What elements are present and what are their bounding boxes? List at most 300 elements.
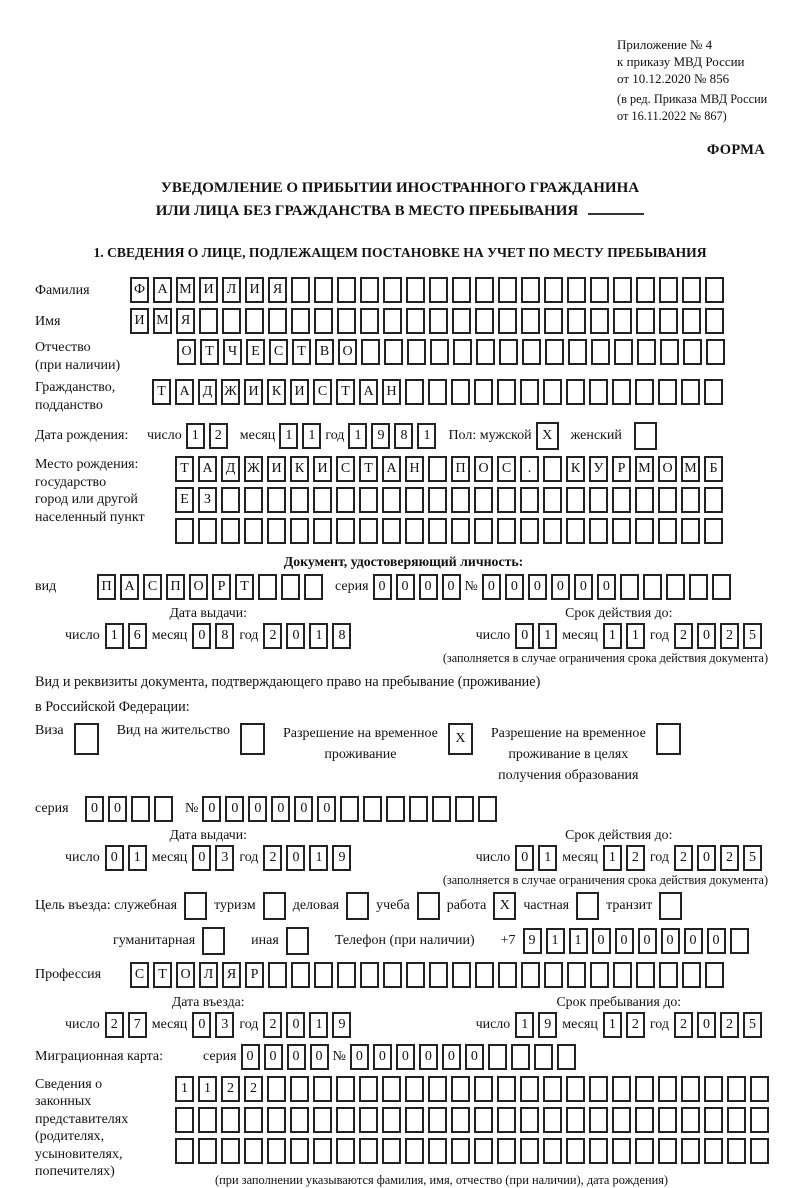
char-cell[interactable] [590, 962, 609, 988]
char-cell[interactable] [429, 277, 448, 303]
char-cell[interactable] [727, 1138, 746, 1164]
char-cell[interactable]: 0 [707, 928, 726, 954]
char-cell[interactable]: 5 [743, 845, 762, 871]
char-cell[interactable] [704, 1076, 723, 1102]
char-cell[interactable] [337, 308, 356, 334]
char-cell[interactable] [198, 518, 217, 544]
char-cell[interactable] [453, 339, 472, 365]
char-cell[interactable] [244, 487, 263, 513]
char-cell[interactable]: 1 [198, 1076, 217, 1102]
char-cell[interactable]: И [199, 277, 218, 303]
char-cell[interactable]: И [313, 456, 332, 482]
char-cell[interactable] [520, 487, 539, 513]
char-cell[interactable]: 0 [241, 1044, 260, 1070]
char-cell[interactable]: 0 [396, 574, 415, 600]
char-cell[interactable]: 2 [244, 1076, 263, 1102]
char-cell[interactable]: 9 [523, 928, 542, 954]
char-cell[interactable] [382, 487, 401, 513]
char-cell[interactable]: 0 [515, 623, 534, 649]
char-cell[interactable] [474, 1107, 493, 1133]
char-cell[interactable] [382, 1107, 401, 1133]
char-cell[interactable]: 0 [310, 1044, 329, 1070]
char-cell[interactable]: С [130, 962, 149, 988]
char-cell[interactable] [405, 1107, 424, 1133]
char-cell[interactable] [340, 796, 359, 822]
char-cell[interactable] [635, 1138, 654, 1164]
char-cell[interactable] [476, 339, 495, 365]
char-cell[interactable] [544, 277, 563, 303]
char-cell[interactable]: К [566, 456, 585, 482]
char-cell[interactable] [498, 277, 517, 303]
char-cell[interactable]: 1 [348, 423, 367, 449]
char-cell[interactable] [383, 308, 402, 334]
char-cell[interactable]: А [198, 456, 217, 482]
char-cell[interactable]: М [635, 456, 654, 482]
char-cell[interactable] [567, 277, 586, 303]
char-cell[interactable] [360, 962, 379, 988]
char-cell[interactable] [750, 1076, 769, 1102]
char-cell[interactable] [337, 277, 356, 303]
char-cell[interactable] [666, 574, 685, 600]
char-cell[interactable]: 0 [286, 1012, 305, 1038]
char-cell[interactable] [658, 379, 677, 405]
char-cell[interactable]: 7 [128, 1012, 147, 1038]
char-cell[interactable]: Б [704, 456, 723, 482]
char-cell[interactable] [428, 1107, 447, 1133]
char-cell[interactable]: 0 [697, 1012, 716, 1038]
char-cell[interactable] [221, 1138, 240, 1164]
char-cell[interactable]: О [176, 962, 195, 988]
char-cell[interactable] [635, 518, 654, 544]
char-cell[interactable] [589, 379, 608, 405]
char-cell[interactable] [521, 308, 540, 334]
char-cell[interactable]: К [267, 379, 286, 405]
char-cell[interactable] [613, 962, 632, 988]
char-cell[interactable] [221, 487, 240, 513]
char-cell[interactable]: 1 [515, 1012, 534, 1038]
char-cell[interactable]: 1 [538, 623, 557, 649]
char-cell[interactable] [405, 487, 424, 513]
char-cell[interactable] [405, 518, 424, 544]
char-cell[interactable]: 1 [302, 423, 321, 449]
char-cell[interactable] [658, 487, 677, 513]
char-cell[interactable] [245, 308, 264, 334]
char-cell[interactable] [430, 339, 449, 365]
char-cell[interactable]: 2 [209, 423, 228, 449]
char-cell[interactable] [730, 928, 749, 954]
char-cell[interactable] [336, 1076, 355, 1102]
char-cell[interactable]: О [658, 456, 677, 482]
char-cell[interactable] [589, 1107, 608, 1133]
char-cell[interactable] [521, 277, 540, 303]
char-cell[interactable]: 1 [626, 623, 645, 649]
char-cell[interactable] [499, 339, 518, 365]
char-cell[interactable] [682, 308, 701, 334]
char-cell[interactable]: 2 [221, 1076, 240, 1102]
char-cell[interactable]: С [313, 379, 332, 405]
char-cell[interactable] [566, 518, 585, 544]
char-cell[interactable] [497, 1138, 516, 1164]
char-cell[interactable] [304, 574, 323, 600]
char-cell[interactable] [154, 796, 173, 822]
char-cell[interactable]: X [536, 422, 559, 450]
char-cell[interactable] [520, 379, 539, 405]
char-cell[interactable]: П [166, 574, 185, 600]
char-cell[interactable]: О [474, 456, 493, 482]
char-cell[interactable] [313, 1138, 332, 1164]
char-cell[interactable] [636, 308, 655, 334]
char-cell[interactable] [290, 1138, 309, 1164]
char-cell[interactable] [659, 308, 678, 334]
char-cell[interactable]: 0 [482, 574, 501, 600]
char-cell[interactable] [175, 518, 194, 544]
char-cell[interactable] [263, 892, 286, 920]
char-cell[interactable] [635, 1107, 654, 1133]
char-cell[interactable]: 0 [442, 1044, 461, 1070]
char-cell[interactable] [405, 1138, 424, 1164]
char-cell[interactable] [589, 1138, 608, 1164]
char-cell[interactable] [313, 1076, 332, 1102]
char-cell[interactable] [612, 518, 631, 544]
char-cell[interactable] [520, 1107, 539, 1133]
char-cell[interactable] [386, 796, 405, 822]
char-cell[interactable]: З [198, 487, 217, 513]
char-cell[interactable] [382, 1076, 401, 1102]
char-cell[interactable] [727, 1107, 746, 1133]
char-cell[interactable] [545, 339, 564, 365]
char-cell[interactable] [681, 379, 700, 405]
char-cell[interactable]: Я [268, 277, 287, 303]
char-cell[interactable] [567, 962, 586, 988]
char-cell[interactable] [267, 487, 286, 513]
char-cell[interactable] [543, 518, 562, 544]
char-cell[interactable] [175, 1138, 194, 1164]
char-cell[interactable]: С [336, 456, 355, 482]
char-cell[interactable] [451, 518, 470, 544]
char-cell[interactable] [428, 518, 447, 544]
char-cell[interactable]: Д [221, 456, 240, 482]
char-cell[interactable]: Р [212, 574, 231, 600]
char-cell[interactable]: 3 [215, 845, 234, 871]
char-cell[interactable]: 0 [661, 928, 680, 954]
char-cell[interactable] [474, 487, 493, 513]
char-cell[interactable]: Н [382, 379, 401, 405]
char-cell[interactable] [314, 962, 333, 988]
char-cell[interactable]: 9 [332, 1012, 351, 1038]
char-cell[interactable] [359, 487, 378, 513]
char-cell[interactable] [543, 1138, 562, 1164]
char-cell[interactable]: 2 [720, 845, 739, 871]
char-cell[interactable]: 2 [626, 1012, 645, 1038]
char-cell[interactable] [198, 1107, 217, 1133]
char-cell[interactable]: 0 [528, 574, 547, 600]
char-cell[interactable] [637, 339, 656, 365]
char-cell[interactable] [474, 379, 493, 405]
char-cell[interactable] [635, 1076, 654, 1102]
char-cell[interactable] [475, 277, 494, 303]
char-cell[interactable] [452, 962, 471, 988]
char-cell[interactable] [359, 1107, 378, 1133]
char-cell[interactable] [567, 308, 586, 334]
char-cell[interactable]: С [143, 574, 162, 600]
char-cell[interactable]: 2 [674, 1012, 693, 1038]
char-cell[interactable]: 2 [720, 1012, 739, 1038]
char-cell[interactable] [428, 456, 447, 482]
char-cell[interactable]: 0 [684, 928, 703, 954]
char-cell[interactable] [244, 518, 263, 544]
char-cell[interactable]: 2 [263, 1012, 282, 1038]
char-cell[interactable] [406, 277, 425, 303]
char-cell[interactable] [704, 1107, 723, 1133]
char-cell[interactable] [681, 1138, 700, 1164]
char-cell[interactable] [682, 277, 701, 303]
char-cell[interactable] [635, 379, 654, 405]
char-cell[interactable] [620, 574, 639, 600]
char-cell[interactable] [612, 1076, 631, 1102]
char-cell[interactable] [497, 379, 516, 405]
char-cell[interactable] [451, 1138, 470, 1164]
char-cell[interactable] [313, 1107, 332, 1133]
char-cell[interactable] [566, 1138, 585, 1164]
char-cell[interactable]: 0 [551, 574, 570, 600]
char-cell[interactable] [613, 277, 632, 303]
char-cell[interactable] [568, 339, 587, 365]
char-cell[interactable]: 0 [505, 574, 524, 600]
char-cell[interactable] [681, 487, 700, 513]
char-cell[interactable] [198, 1138, 217, 1164]
char-cell[interactable] [557, 1044, 576, 1070]
char-cell[interactable] [612, 1138, 631, 1164]
char-cell[interactable]: 0 [419, 574, 438, 600]
char-cell[interactable]: 0 [225, 796, 244, 822]
char-cell[interactable]: 2 [626, 845, 645, 871]
char-cell[interactable] [474, 1138, 493, 1164]
char-cell[interactable] [658, 518, 677, 544]
char-cell[interactable] [451, 1076, 470, 1102]
char-cell[interactable]: 8 [332, 623, 351, 649]
char-cell[interactable] [202, 927, 225, 955]
char-cell[interactable]: 6 [128, 623, 147, 649]
char-cell[interactable] [656, 723, 681, 755]
char-cell[interactable]: М [176, 277, 195, 303]
char-cell[interactable] [576, 892, 599, 920]
char-cell[interactable]: 8 [215, 623, 234, 649]
char-cell[interactable]: А [153, 277, 172, 303]
char-cell[interactable]: 0 [192, 623, 211, 649]
char-cell[interactable] [405, 379, 424, 405]
char-cell[interactable]: 0 [697, 845, 716, 871]
char-cell[interactable]: Д [198, 379, 217, 405]
char-cell[interactable]: 0 [697, 623, 716, 649]
char-cell[interactable] [314, 277, 333, 303]
char-cell[interactable] [405, 1076, 424, 1102]
char-cell[interactable]: 0 [264, 1044, 283, 1070]
char-cell[interactable]: Т [153, 962, 172, 988]
char-cell[interactable] [384, 339, 403, 365]
char-cell[interactable] [184, 892, 207, 920]
char-cell[interactable] [543, 1107, 562, 1133]
char-cell[interactable] [614, 339, 633, 365]
char-cell[interactable] [521, 962, 540, 988]
char-cell[interactable] [689, 574, 708, 600]
char-cell[interactable] [337, 962, 356, 988]
char-cell[interactable]: Т [292, 339, 311, 365]
char-cell[interactable]: 1 [569, 928, 588, 954]
char-cell[interactable]: 0 [294, 796, 313, 822]
char-cell[interactable]: X [493, 892, 516, 920]
char-cell[interactable]: 1 [279, 423, 298, 449]
char-cell[interactable] [683, 339, 702, 365]
char-cell[interactable] [451, 379, 470, 405]
char-cell[interactable] [497, 487, 516, 513]
char-cell[interactable] [429, 962, 448, 988]
char-cell[interactable] [659, 892, 682, 920]
char-cell[interactable] [681, 1107, 700, 1133]
char-cell[interactable]: Р [245, 962, 264, 988]
char-cell[interactable]: Т [359, 456, 378, 482]
char-cell[interactable] [451, 1107, 470, 1133]
char-cell[interactable]: 1 [603, 845, 622, 871]
char-cell[interactable]: 1 [603, 623, 622, 649]
char-cell[interactable] [706, 339, 725, 365]
char-cell[interactable]: 1 [309, 1012, 328, 1038]
char-cell[interactable] [705, 962, 724, 988]
char-cell[interactable] [290, 1107, 309, 1133]
char-cell[interactable] [360, 308, 379, 334]
char-cell[interactable]: И [244, 379, 263, 405]
char-cell[interactable] [267, 518, 286, 544]
char-cell[interactable]: 0 [638, 928, 657, 954]
char-cell[interactable] [681, 1076, 700, 1102]
char-cell[interactable]: 0 [615, 928, 634, 954]
char-cell[interactable] [488, 1044, 507, 1070]
char-cell[interactable] [359, 1138, 378, 1164]
char-cell[interactable] [222, 308, 241, 334]
char-cell[interactable]: Т [200, 339, 219, 365]
char-cell[interactable]: А [120, 574, 139, 600]
char-cell[interactable] [635, 487, 654, 513]
char-cell[interactable] [336, 1138, 355, 1164]
char-cell[interactable] [281, 574, 300, 600]
char-cell[interactable] [497, 1107, 516, 1133]
char-cell[interactable]: 2 [674, 623, 693, 649]
char-cell[interactable] [417, 892, 440, 920]
char-cell[interactable]: А [359, 379, 378, 405]
char-cell[interactable] [658, 1076, 677, 1102]
char-cell[interactable] [520, 1138, 539, 1164]
char-cell[interactable]: Ж [221, 379, 240, 405]
char-cell[interactable] [522, 339, 541, 365]
char-cell[interactable] [428, 1138, 447, 1164]
char-cell[interactable] [428, 379, 447, 405]
char-cell[interactable] [543, 379, 562, 405]
char-cell[interactable]: 9 [332, 845, 351, 871]
char-cell[interactable]: 0 [248, 796, 267, 822]
char-cell[interactable]: 5 [743, 623, 762, 649]
char-cell[interactable] [534, 1044, 553, 1070]
char-cell[interactable]: 0 [419, 1044, 438, 1070]
char-cell[interactable]: 1 [309, 623, 328, 649]
char-cell[interactable]: 9 [371, 423, 390, 449]
char-cell[interactable] [543, 456, 562, 482]
char-cell[interactable]: Н [405, 456, 424, 482]
char-cell[interactable]: . [520, 456, 539, 482]
char-cell[interactable] [221, 1107, 240, 1133]
char-cell[interactable]: 0 [287, 1044, 306, 1070]
char-cell[interactable] [244, 1107, 263, 1133]
char-cell[interactable]: Ф [130, 277, 149, 303]
char-cell[interactable]: 1 [105, 623, 124, 649]
char-cell[interactable] [589, 518, 608, 544]
char-cell[interactable] [346, 892, 369, 920]
char-cell[interactable]: Ч [223, 339, 242, 365]
char-cell[interactable] [290, 1076, 309, 1102]
char-cell[interactable]: 1 [603, 1012, 622, 1038]
char-cell[interactable] [589, 1076, 608, 1102]
char-cell[interactable]: 0 [350, 1044, 369, 1070]
char-cell[interactable] [498, 962, 517, 988]
char-cell[interactable] [511, 1044, 530, 1070]
char-cell[interactable] [474, 518, 493, 544]
char-cell[interactable] [544, 962, 563, 988]
char-cell[interactable] [451, 487, 470, 513]
char-cell[interactable]: 0 [515, 845, 534, 871]
char-cell[interactable]: Т [235, 574, 254, 600]
char-cell[interactable] [336, 518, 355, 544]
char-cell[interactable] [520, 1076, 539, 1102]
char-cell[interactable]: 0 [373, 574, 392, 600]
char-cell[interactable]: Т [175, 456, 194, 482]
char-cell[interactable] [409, 796, 428, 822]
char-cell[interactable] [313, 487, 332, 513]
char-cell[interactable] [612, 487, 631, 513]
char-cell[interactable]: О [338, 339, 357, 365]
char-cell[interactable] [705, 308, 724, 334]
char-cell[interactable] [313, 518, 332, 544]
char-cell[interactable]: 5 [743, 1012, 762, 1038]
char-cell[interactable] [240, 723, 265, 755]
char-cell[interactable]: 0 [271, 796, 290, 822]
char-cell[interactable]: 0 [597, 574, 616, 600]
char-cell[interactable]: 0 [286, 623, 305, 649]
char-cell[interactable] [475, 308, 494, 334]
char-cell[interactable] [382, 1138, 401, 1164]
char-cell[interactable] [258, 574, 277, 600]
char-cell[interactable] [290, 518, 309, 544]
char-cell[interactable] [336, 487, 355, 513]
char-cell[interactable] [750, 1107, 769, 1133]
char-cell[interactable] [290, 487, 309, 513]
char-cell[interactable]: 2 [105, 1012, 124, 1038]
char-cell[interactable]: 0 [202, 796, 221, 822]
char-cell[interactable] [704, 518, 723, 544]
char-cell[interactable]: 8 [394, 423, 413, 449]
char-cell[interactable] [359, 518, 378, 544]
char-cell[interactable] [359, 1076, 378, 1102]
char-cell[interactable] [613, 308, 632, 334]
char-cell[interactable] [474, 1076, 493, 1102]
char-cell[interactable]: Т [336, 379, 355, 405]
char-cell[interactable]: 0 [108, 796, 127, 822]
char-cell[interactable] [452, 308, 471, 334]
char-cell[interactable]: 0 [574, 574, 593, 600]
char-cell[interactable] [199, 308, 218, 334]
char-cell[interactable] [634, 422, 657, 450]
char-cell[interactable]: В [315, 339, 334, 365]
char-cell[interactable] [636, 277, 655, 303]
char-cell[interactable]: Т [152, 379, 171, 405]
char-cell[interactable]: 0 [592, 928, 611, 954]
